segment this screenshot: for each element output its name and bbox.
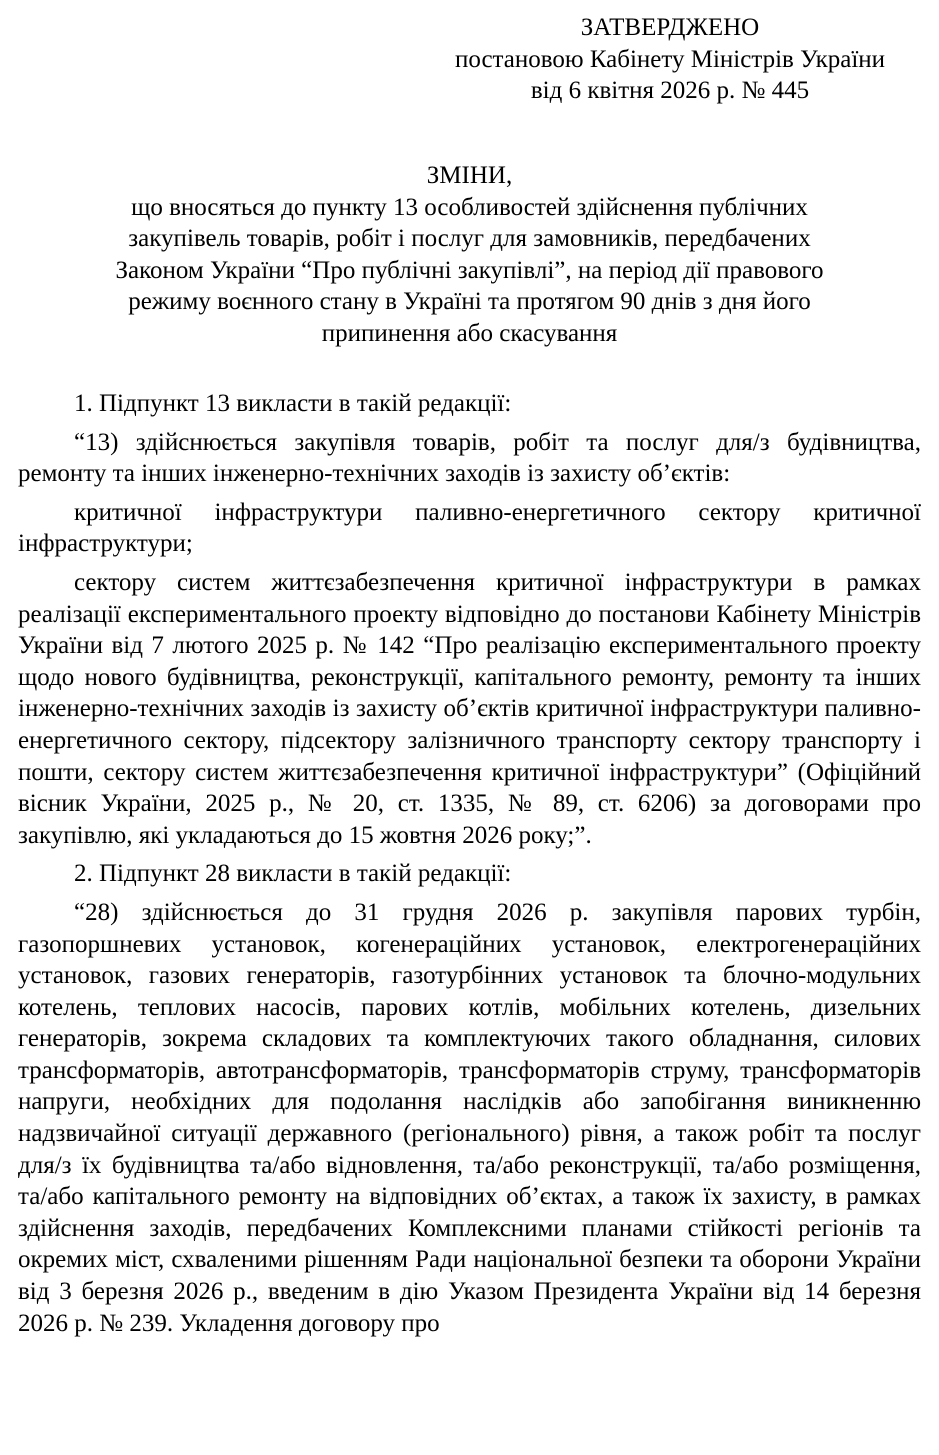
- approval-stamp: [400, 12, 939, 107]
- document-title: ЗМІНИ,: [426, 162, 513, 189]
- paragraph-item-2: 2. Підпункт 28 викласти в такій редакції:: [74, 860, 512, 888]
- approval-label: ЗАТВЕРДЖЕНО: [580, 14, 760, 41]
- document-subtitle-line: що вносяться до пункту 13 особливостей здійснення публічних: [131, 193, 808, 221]
- paragraph-fuel-energy-sector: критичної інфраструктури паливно-енергетичного сектору критичної інфраструктури;: [18, 498, 921, 558]
- paragraph-subitem-13: “13) здійснюється закупівля товарів, робіт та послуг для/з будівництва, ремонту та інших інженерно-технічних заходів із захисту об’єктів:: [18, 428, 921, 488]
- approval-date-number: від 6 квітня 2026 р. № 445: [530, 77, 810, 105]
- document-subtitle-line: припинення або скасування: [321, 319, 618, 347]
- approval-resolution: постановою Кабінету Міністрів України: [454, 45, 886, 73]
- paragraph-life-support-sector: сектору систем життєзабезпечення критичної інфраструктури в рамках реалізації експериментального проекту відповідно до постанови Кабінету Міністрів України від 7 лютого 2025 р. № 142 “Про реалізацію експериментального проекту щодо нового будівництва, реконструкції, капітального ремонту, ремонту та інших інженерно-технічних заходів із захисту об’єктів критичної інфраструктури паливно-енергетичного сектору, підсектору залізничного транспорту сектору транспорту і пошти, сектору систем життєзабезпечення критичної інфраструктури” (Офіційний вісник України, 2025 р., № 20, ст. 1335, № 89, ст. 6206) за договорами про закупівлю, які укладаються до 15 жовтня 2026 року;”.: [18, 568, 921, 849]
- document-subtitle-line: Законом України “Про публічні закупівлі”, на період дії правового: [115, 256, 824, 284]
- paragraph-subitem-28: “28) здійснюється до 31 грудня 2026 р. закупівля парових турбін, газопоршневих установок, когенераційних установок, електрогенераційних установок, газових генераторів, газотурбінних установок та блочно-модульних котелень, теплових насосів, парових котлів, мобільних котелень, дизельних генераторів, зокрема складових та комплектуючих такого обладнання, силових трансформаторів, автотрансформаторів, трансформаторів струму, трансформаторів напруги, необхідних для подолання наслідків або запобігання виникненню надзвичайної ситуації державного (регіонального) рівня, а також робіт та послуг для/з їх будівництва та/або відновлення, та/або реконструкції, та/або розміщення, та/або капітального ремонту на відповідних об’єктах, а також їх захисту, в рамках здійснення заходів, передбачених Комплексними планами стійкості регіонів та окремих міст, схваленими рішенням Ради національної безпеки та оборони України від 3 березня 2026 р., введеним в дію Указом Президента України від 14 березня 2026 р. № 239. Укладення договору про: [18, 898, 921, 1337]
- document-body: [18, 388, 921, 1346]
- document-subtitle-line: режиму воєнного стану в Україні та протягом 90 днів з дня його: [128, 288, 811, 316]
- document-subtitle-line: закупівель товарів, робіт і послуг для замовників, передбачених: [128, 225, 811, 253]
- document-heading: [18, 160, 921, 350]
- paragraph-item-1: 1. Підпункт 13 викласти в такій редакції:: [74, 390, 512, 417]
